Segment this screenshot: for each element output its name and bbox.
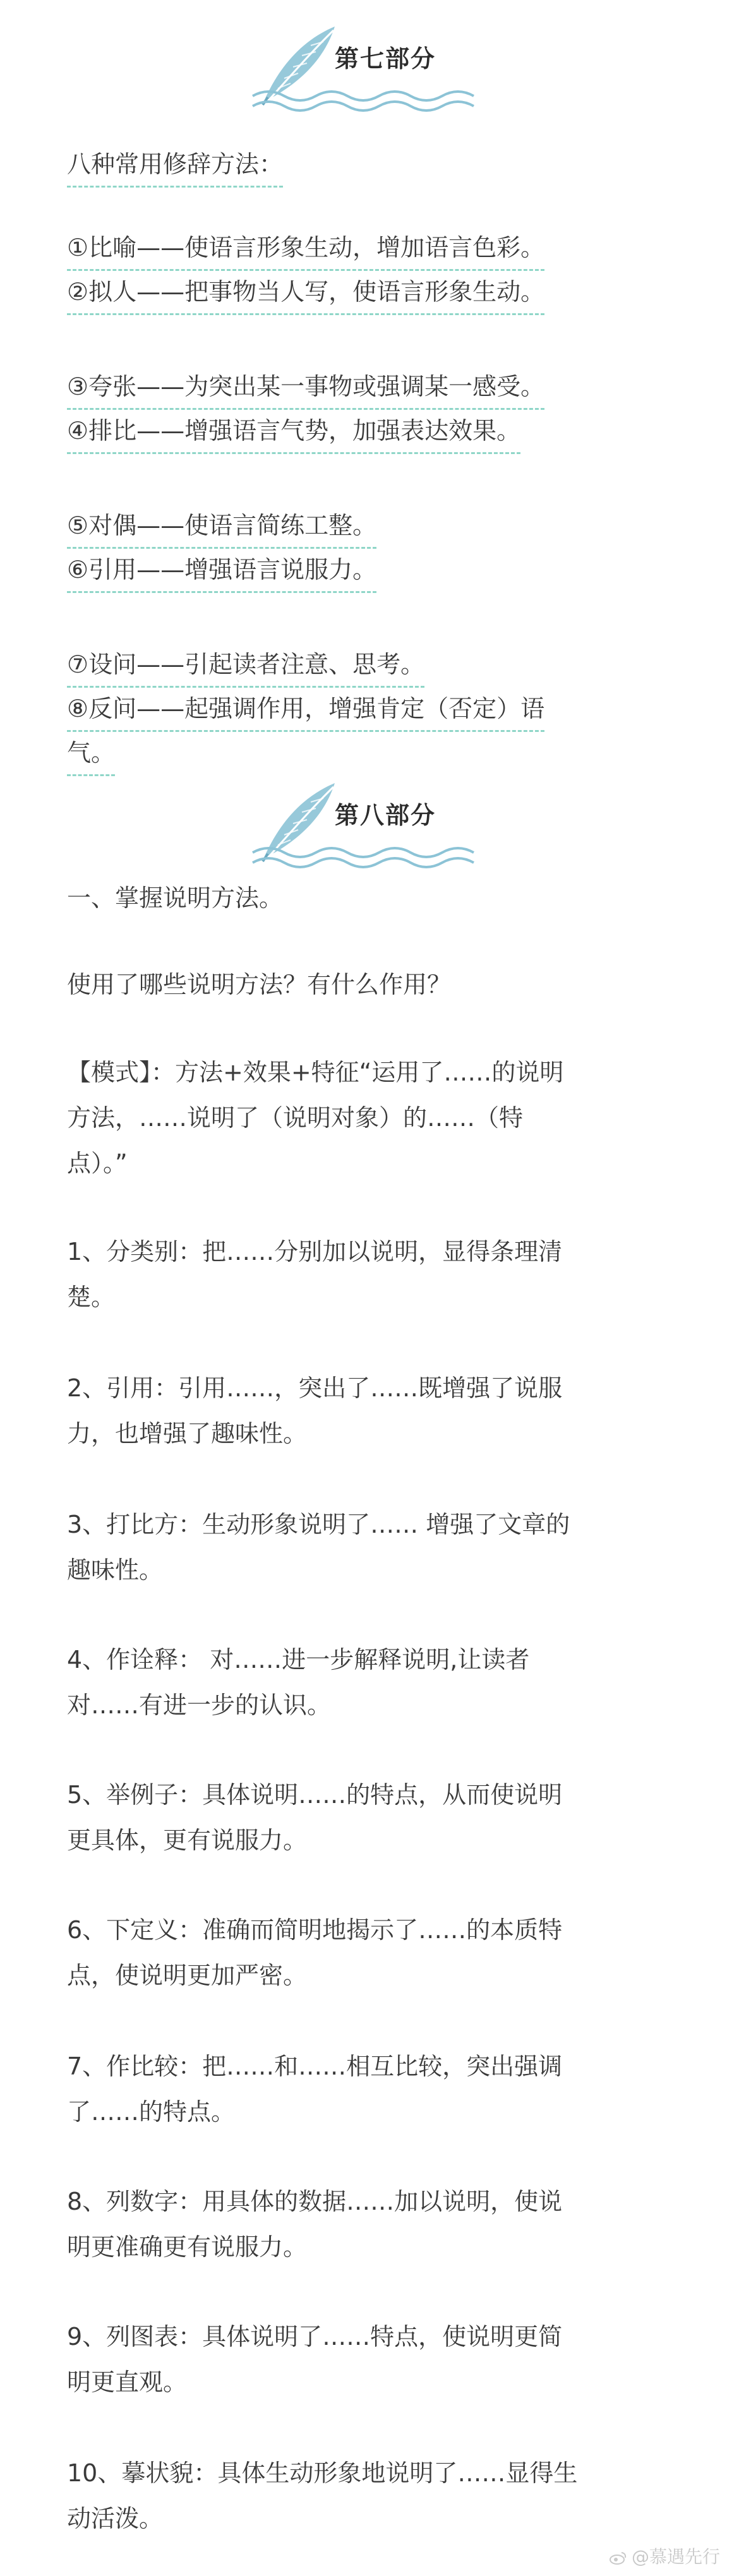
pattern-line: 方法，……说明了（说明对象）的……（特 bbox=[67, 1104, 524, 1132]
list-item: 气。 bbox=[67, 738, 115, 776]
method-line: 趣味性。 bbox=[67, 1556, 164, 1584]
method-line: 4、作诠释： 对……进一步解释说明,让读者 bbox=[67, 1646, 530, 1674]
pattern-line: 点）。” bbox=[67, 1149, 128, 1177]
method-line: 动活泼。 bbox=[67, 2505, 164, 2532]
method-line: 明更准确更有说服力。 bbox=[67, 2233, 308, 2261]
weibo-icon bbox=[609, 2550, 628, 2565]
section-header-7 bbox=[240, 13, 505, 117]
method-line: 对……有进一步的认识。 bbox=[67, 1691, 332, 1719]
method-line: 3、打比方：生动形象说明了…… 增强了文章的 bbox=[67, 1511, 570, 1538]
method-line: 了……的特点。 bbox=[67, 2098, 236, 2126]
method-line: 5、举例子：具体说明……的特点，从而使说明 bbox=[67, 1781, 563, 1809]
method-line: 7、作比较：把……和……相互比较，突出强调 bbox=[67, 2052, 563, 2080]
section-heading: 一、掌握说明方法。 bbox=[67, 884, 284, 912]
method-line: 6、下定义：准确而简明地揭示了……的本质特 bbox=[67, 1916, 563, 1944]
method-line: 2、引用：引用……，突出了……既增强了说服 bbox=[67, 1374, 563, 1402]
list-item: ⑤对偶——使语言简练工整。 bbox=[67, 510, 376, 549]
method-line: 楚。 bbox=[67, 1283, 116, 1311]
method-line: 9、列图表：具体说明了……特点，使说明更简 bbox=[67, 2323, 563, 2351]
method-line: 点，使说明更加严密。 bbox=[67, 1962, 308, 1989]
list-item: ③夸张——为突出某一事物或强调某一感受。 bbox=[67, 371, 544, 410]
method-line: 明更直观。 bbox=[67, 2368, 188, 2396]
list-item: ②拟人——把事物当人写，使语言形象生动。 bbox=[67, 277, 544, 315]
watermark bbox=[609, 2543, 720, 2568]
section-heading: 八种常用修辞方法： bbox=[67, 149, 283, 188]
section-title: 第八部分 bbox=[335, 801, 436, 829]
question-text: 使用了哪些说明方法？有什么作用？ bbox=[67, 971, 452, 998]
list-item: ④排比——增强语言气势，加强表达效果。 bbox=[67, 416, 520, 454]
list-item: ①比喻——使语言形象生动，增加语言色彩。 bbox=[67, 232, 544, 271]
method-line: 1、分类别：把……分别加以说明，显得条理清 bbox=[67, 1238, 563, 1266]
list-item: ⑥引用——增强语言说服力。 bbox=[67, 554, 376, 593]
watermark-text: @慕遇先行 bbox=[631, 2546, 720, 2567]
list-item: ⑧反问——起强调作用，增强肯定（否定）语 bbox=[67, 693, 544, 732]
method-line: 8、列数字：用具体的数据……加以说明，使说 bbox=[67, 2188, 563, 2215]
list-item: ⑦设问——引起读者注意、思考。 bbox=[67, 649, 424, 688]
method-line: 10、摹状貌：具体生动形象地说明了……显得生 bbox=[67, 2459, 578, 2487]
pattern-line: 【模式】：方法+效果+特征“运用了……的说明 bbox=[67, 1058, 564, 1086]
section-title: 第七部分 bbox=[335, 45, 436, 73]
method-line: 更具体，更有说服力。 bbox=[67, 1826, 308, 1854]
method-line: 力，也增强了趣味性。 bbox=[67, 1420, 308, 1447]
section-header-8 bbox=[240, 769, 505, 873]
